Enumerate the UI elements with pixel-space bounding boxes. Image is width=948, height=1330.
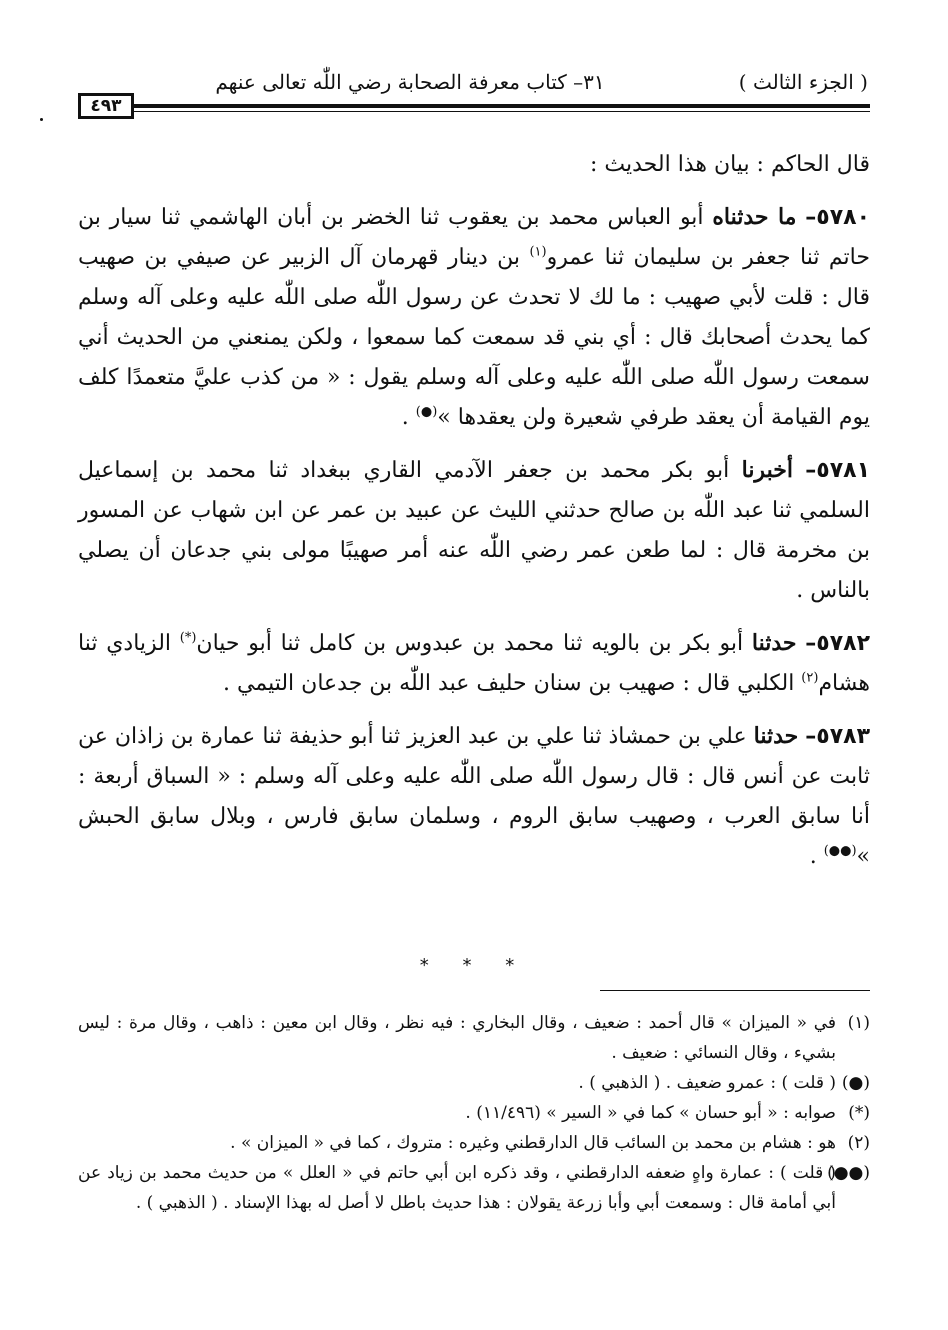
running-header-part: ( الجزء الثالث ): [738, 70, 868, 94]
footnote: [78, 1098, 870, 1128]
hadith-text: بن دينار قهرمان آل الزبير عن صيفي بن صهيب قال : قلت لأبي صهيب : ما لك لا تحدث عن رسول اللّٰه صلى اللّٰه عليه وعلى آله وسلم كما يحدث أصحابك قال : أي بني قد سمعت كما سمعوا ، ولكن يمنعني من الحديث أني سمعت رسول اللّٰه صلى اللّٰه عليه وعلى آله وسلم يقول : « من كذب عليَّ متعمدًا كلف يوم القيامة أن يعقد طرفي شعيرة ولن يعقدها »: [78, 245, 870, 430]
footnote-text: هو : هشام بن محمد بن السائب قال الدارقطني وغيره : متروك ، كما في « الميزان » .: [230, 1133, 836, 1153]
footnote-mark: (١): [847, 1013, 870, 1033]
page-number: ٤٩٣: [78, 93, 134, 119]
footnote-ref: (●): [415, 404, 438, 420]
footnote-text: ( قلت ) : عمارة واهٍ ضعفه الدارقطني ، وقد ذكره ابن أبي حاتم في « العلل » من حديث محمد بن زياد عن أبي أمامة قال : وسمعت أبي وأبا زرعة يقولان : هذا حديث باطل لا أصل له بهذا الإسناد . ( الذهبي ) .: [78, 1163, 836, 1213]
header-rule: [132, 104, 870, 108]
header-rule-thin: [132, 111, 870, 112]
footnote: [78, 1008, 870, 1068]
hadith-text: علي بن حمشاذ ثنا علي بن عبد العزيز ثنا أبو حذيفة ثنا عمارة بن زاذان عن ثابت عن أنس قال : قال رسول اللّٰه صلى اللّٰه عليه وعلى آله وسلم : « السباق أربعة : أنا سابق العرب ، وصهيب سابق الروم ، وسلمان سابق فارس ، وبلال سابق الحبش »: [78, 724, 870, 869]
hadith-keyword: حدثنا: [751, 630, 797, 656]
footnotes: [78, 1008, 870, 1218]
hadith-text: أبو بكر محمد بن جعفر الآدمي القاري ببغداد ثنا محمد بن إسماعيل السلمي ثنا عبد اللّٰه بن صالح حدثني الليث عن عبيد بن عمر عن ابن شهاب عن المسور بن مخرمة قال : لما طعن عمر رضي اللّٰه عنه أمر صهيبًا مولى بني جدعان أن يصلي بالناس .: [78, 458, 870, 603]
footnote-ref: (●●): [823, 843, 857, 859]
hadith-text: أبو العباس محمد بن يعقوب ثنا الخضر بن أبان الهاشمي ثنا سيار بن حاتم ثنا جعفر بن سليمان ثنا عمرو: [78, 205, 870, 270]
footnote-mark: (٢): [847, 1133, 870, 1153]
footnote-ref: (*): [179, 630, 197, 646]
hadith-5783: [78, 716, 870, 877]
footnote-text: صوابه : « أبو حسان » كما في « السير » (١١/٤٩٦) .: [465, 1103, 836, 1123]
hadith-end: .: [401, 405, 416, 430]
hadith-end: .: [809, 844, 824, 869]
footnote-ref: (٢): [801, 670, 819, 686]
hadith-text: أبو بكر بن بالويه ثنا محمد بن عبدوس بن كامل ثنا أبو حيان: [196, 631, 752, 656]
hadith-5781: [78, 450, 870, 611]
footnote-ref: (١): [529, 244, 547, 260]
hadith-5782: [78, 623, 870, 704]
hadith-number: ٥٧٨٠–: [805, 205, 870, 230]
footnote: [78, 1068, 870, 1098]
footnote-mark: (●): [841, 1073, 870, 1093]
footnote: [78, 1128, 870, 1158]
margin-dot: [40, 118, 43, 121]
footnote-text: في « الميزان » قال أحمد : ضعيف ، وقال البخاري : فيه نظر ، وقال ابن معين : ذاهب ، وقال مرة : ليس بشيء ، وقال النسائي : ضعيف .: [78, 1013, 836, 1063]
hadith-keyword: أخبرنا: [741, 457, 793, 483]
hadith-text: الكلبي قال : صهيب بن سنان حليف عبد اللّٰه بن جدعان التيمي .: [223, 671, 802, 696]
footnote-mark: (*): [848, 1103, 870, 1123]
hadith-number: ٥٧٨٣–: [805, 724, 870, 749]
footnote-mark: (●●): [827, 1163, 870, 1183]
footnote-text: ( قلت ) : عمرو ضعيف . ( الذهبي ) .: [578, 1073, 836, 1093]
hadith-number: ٥٧٨٢–: [805, 631, 870, 656]
hadith-5780: [78, 197, 870, 438]
hadith-text: الزيادي ثنا هشام: [78, 631, 870, 696]
running-header-title: ٣١– كتاب معرفة الصحابة رضي اللّٰه تعالى عنهم: [215, 70, 605, 94]
main-text: [78, 145, 870, 877]
hadith-number: ٥٧٨١–: [805, 458, 870, 483]
intro-line: قال الحاكم : بيان هذا الحديث :: [590, 152, 870, 177]
footnote: [78, 1158, 870, 1218]
hadith-keyword: حدثنا: [753, 723, 799, 749]
section-separator: * * *: [419, 955, 529, 976]
footnote-rule: [600, 990, 870, 991]
hadith-keyword: ما حدثناه: [712, 204, 797, 230]
